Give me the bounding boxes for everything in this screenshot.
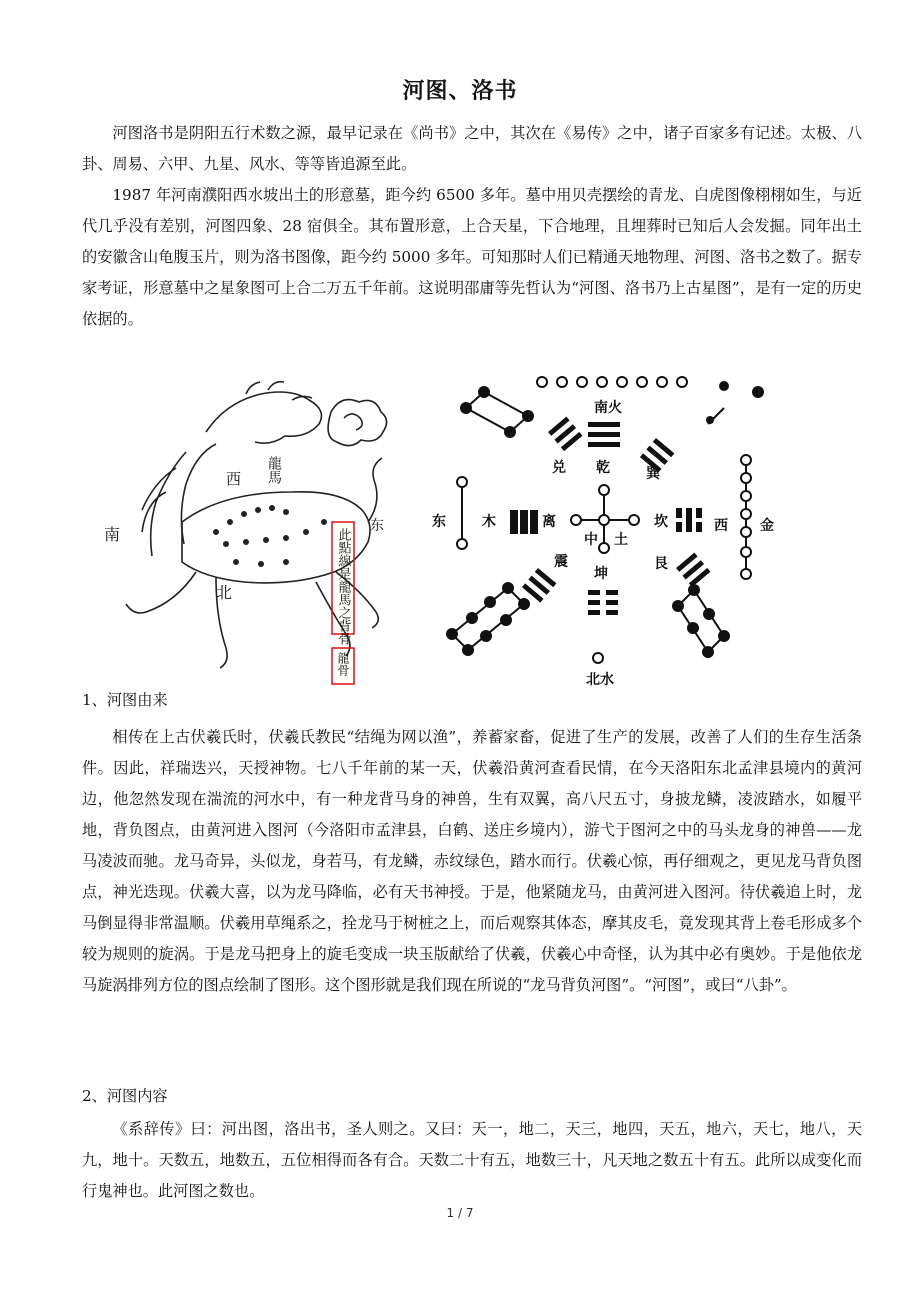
horse-east-label: 东 bbox=[370, 518, 384, 534]
qian-label: 乾 bbox=[596, 460, 610, 476]
hetu-bagua-figure bbox=[428, 372, 788, 692]
backbone-annotation: 此點線是龍馬之背骨 bbox=[335, 528, 351, 645]
section1-paragraph: 相传在上古伏羲氏时，伏羲氏教民“结绳为网以渔”，养蓄家畜，促进了生产的发展，改善了人们的生存生活条件。因此，祥瑞迭兴，天授神物。七八千年前的某一天，伏羲沿黄河查看民情，在今天洛阳东北孟津县境内的黄河边，他忽然发现在湍流的河水中，有一种龙背马身的神兽，生有双翼，高八尺五寸，身披龙鳞，凌波踏水，如履平地，背负图点，由黄河进入图河（今洛阳市孟津县，白鹤、送庄乡境内），游弋于图河之中的马头龙身的神兽——龙马凌波而驰。龙马奇异，头似龙，身若马，有龙鳞，赤纹绿色，踏水而行。伏羲心惊，再仔细观之，更见龙马背负图点，神光迭现。伏羲大喜，以为龙马降临，必有天书神授。于是，他紧随龙马，由黄河进入图河。待伏羲追上时，龙马倒显得非常温顺。伏羲用草绳系之，拴龙马于树桩之上，而后观察其体态，摩其皮毛，竟发现其背上卷毛形成多个较为规则的旋涡。于是龙马把身上的旋毛变成一块玉版献给了伏羲，伏羲心中奇怪，认为其中必有奥妙。于是他依龙马旋涡排列方位的图点绘制了图形。这个图形就是我们现在所说的“龙马背负河图”。“河图”，或曰“八卦”。 bbox=[82, 728, 862, 994]
north-water-label: 北水 bbox=[586, 672, 614, 688]
metal-label: 金 bbox=[760, 518, 774, 534]
horse-south-label: 南 bbox=[104, 525, 121, 544]
intro-paragraph-1: 河图洛书是阴阳五行术数之源，最早记录在《尚书》之中，其次在《易传》之中，诸子百家多有记述。太极、八卦、周易、六甲、九星、风水、等等皆追源至此。 bbox=[82, 124, 862, 173]
horse-west-label: 西 bbox=[226, 470, 242, 488]
earth-label: 土 bbox=[614, 532, 628, 548]
dragon-horse-figure bbox=[96, 372, 396, 688]
dui-label: 兑 bbox=[552, 460, 566, 476]
longma-label: 龍馬 bbox=[266, 456, 282, 484]
center-label: 中 bbox=[584, 532, 598, 548]
section1-heading: 1、河图由来 bbox=[82, 691, 168, 709]
xun-label: 巽 bbox=[646, 466, 660, 482]
gen-label: 艮 bbox=[654, 556, 668, 572]
section2-paragraph: 《系辞传》曰：河出图，洛出书，圣人则之。又曰：天一，地二，天三，地四，天五，地六，天七，地八，天九，地十。天数五，地数五，五位相得而各有合。天数二十有五，地数三十，凡天地之数五十有五。此所以成变化而行鬼神也。此河图之数也。 bbox=[82, 1120, 862, 1200]
horse-north-label: 北 bbox=[216, 583, 233, 602]
west-label: 西 bbox=[714, 518, 728, 534]
section2-heading: 2、河图内容 bbox=[82, 1087, 168, 1105]
south-fire-label: 南火 bbox=[594, 400, 622, 416]
east-label: 东 bbox=[432, 514, 446, 530]
kan-label: 坎 bbox=[654, 514, 668, 530]
wood-label: 木 bbox=[482, 514, 496, 530]
page-title: 河图、洛书 bbox=[402, 79, 518, 104]
zhen-label: 震 bbox=[554, 554, 568, 570]
li-label: 离 bbox=[542, 514, 556, 530]
page-number: 1 / 7 bbox=[446, 1206, 474, 1220]
intro-paragraph-2: 1987 年河南濮阳西水坡出土的形意墓，距今约 6500 多年。墓中用贝壳摆绘的青龙、白虎图像栩栩如生，与近代几乎没有差别，河图四象、28 宿俱全。其布置形意，上合天星，下合地理，且埋葬时已知后人会发掘。同年出土的安徽含山龟腹玉片，则为洛书图像，距今约 5000 多年。可知那时人们已精通天地物理、河图、洛书之数了。据专家考证，形意墓中之星象图可上合二万五千年前。这说明邵庸等先哲认为“河图、洛书乃上古星图”，是有一定的历史依据的。 bbox=[82, 186, 862, 328]
kun-label: 坤 bbox=[594, 566, 608, 582]
dragon-bone-label: 龍骨 bbox=[336, 652, 350, 676]
